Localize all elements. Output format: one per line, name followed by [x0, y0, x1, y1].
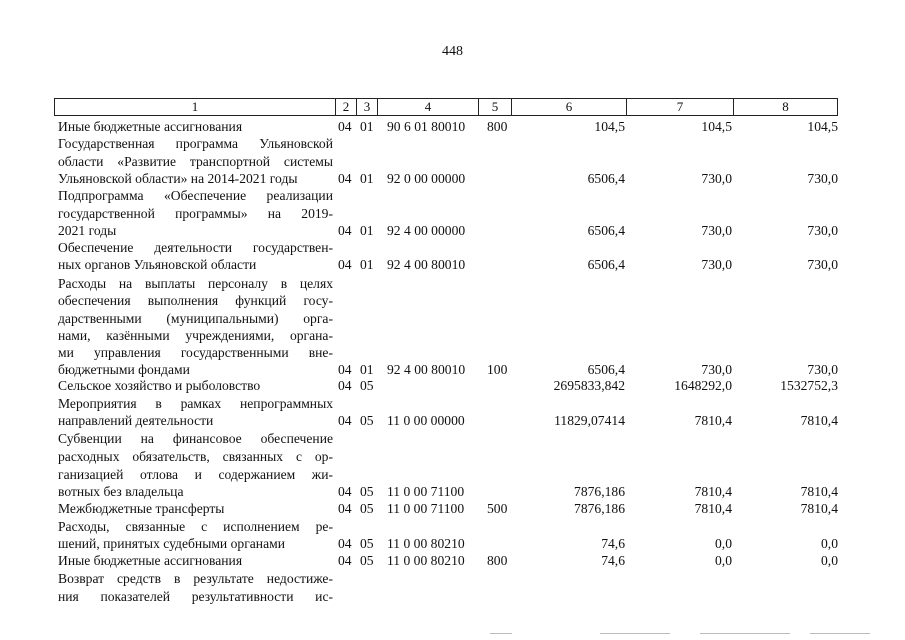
row-col-7: 7810,4: [694, 484, 732, 499]
row-col-3: 01: [360, 171, 374, 186]
page-number: 448: [442, 44, 463, 59]
table-row: [0, 310, 905, 327]
header-col-3: 3: [356, 98, 378, 116]
row-description: нами, казёнными учреждениями, органа-: [58, 328, 333, 343]
row-col-7: 7810,4: [694, 413, 732, 428]
row-description: бюджетными фондами: [58, 362, 190, 377]
row-description: Ульяновской области» на 2014-2021 годы: [58, 171, 298, 186]
table-row: [0, 483, 905, 500]
row-description: Подпрограмма «Обеспечение реализации: [58, 188, 333, 203]
table-row: [0, 275, 905, 292]
row-col-8: 104,5: [807, 119, 838, 134]
row-col-7: 730,0: [701, 257, 732, 272]
table-row: [0, 344, 905, 361]
row-col-8: 0,0: [821, 553, 838, 568]
table-row: [0, 430, 905, 447]
row-col-2: 04: [338, 536, 352, 551]
row-col-3: 01: [360, 362, 374, 377]
table-row: [0, 588, 905, 605]
row-col-6: 7876,186: [574, 501, 625, 516]
row-col-4: 11 0 00 80210: [387, 553, 465, 568]
row-description: ганизацией отлова и содержанием жи-: [58, 467, 333, 482]
row-description: Расходы на выплаты персоналу в целях: [58, 276, 333, 291]
row-description: Сельское хозяйство и рыболовство: [58, 378, 261, 393]
row-col-7: 104,5: [701, 119, 732, 134]
row-description: вотных без владельца: [58, 484, 184, 499]
row-col-2: 04: [338, 119, 352, 134]
table-row: [0, 518, 905, 535]
row-col-7: 730,0: [701, 171, 732, 186]
row-col-4: 90 6 01 80010: [387, 119, 466, 134]
table-row: [0, 153, 905, 170]
row-col-4: 11 0 00 71100: [387, 501, 465, 516]
table-row: [0, 205, 905, 222]
row-description: Иные бюджетные ассигнования: [58, 119, 243, 134]
scan-artifacts: [490, 633, 880, 635]
row-col-2: 04: [338, 553, 352, 568]
header-col-2: 2: [335, 98, 357, 116]
row-col-7: 1648292,0: [674, 378, 732, 393]
row-col-2: 04: [338, 413, 352, 428]
row-col-4: 92 4 00 00000: [387, 223, 466, 238]
row-col-2: 04: [338, 378, 352, 393]
table-row: [0, 570, 905, 587]
header-col-5: 5: [478, 98, 512, 116]
row-col-7: 730,0: [701, 223, 732, 238]
table-row: [0, 256, 905, 273]
row-col-8: 730,0: [807, 257, 838, 272]
table-row: [0, 292, 905, 309]
row-col-8: 7810,4: [800, 413, 838, 428]
table-row: [0, 552, 905, 569]
row-col-6: 6506,4: [587, 257, 625, 272]
table-row: [0, 222, 905, 239]
row-col-6: 74,6: [601, 553, 625, 568]
row-col-3: 05: [360, 484, 374, 499]
row-description: области «Развитие транспортной системы: [58, 154, 333, 169]
row-col-6: 104,5: [594, 119, 625, 134]
row-col-3: 05: [360, 501, 374, 516]
row-col-8: 7810,4: [800, 484, 838, 499]
row-col-4: 11 0 00 00000: [387, 413, 465, 428]
table-row: [0, 448, 905, 465]
header-col-6: 6: [511, 98, 627, 116]
row-description: расходных обязательств, связанных с ор-: [58, 449, 333, 464]
table-row: [0, 135, 905, 152]
row-description: ных органов Ульяновской области: [58, 257, 257, 272]
row-col-5: 100: [487, 362, 508, 377]
table-row: [0, 535, 905, 552]
header-col-4: 4: [377, 98, 479, 116]
table-row: [0, 377, 905, 394]
row-description: ния показателей результативности ис-: [58, 589, 333, 604]
row-description: Межбюджетные трансферты: [58, 501, 225, 516]
row-col-5: 800: [487, 119, 508, 134]
row-col-3: 01: [360, 119, 374, 134]
row-col-3: 05: [360, 536, 374, 551]
row-col-2: 04: [338, 484, 352, 499]
row-col-8: 1532752,3: [780, 378, 838, 393]
table-row: [0, 118, 905, 135]
row-description: Иные бюджетные ассигнования: [58, 553, 243, 568]
row-col-3: 01: [360, 223, 374, 238]
header-col-7: 7: [626, 98, 734, 116]
row-col-7: 0,0: [715, 553, 732, 568]
table-row: [0, 412, 905, 429]
row-description: Государственная программа Ульяновской: [58, 136, 333, 151]
table-row: [0, 239, 905, 256]
row-col-2: 04: [338, 257, 352, 272]
row-col-2: 04: [338, 501, 352, 516]
header-col-1: 1: [54, 98, 336, 116]
table-row: [0, 187, 905, 204]
row-description: направлений деятельности: [58, 413, 214, 428]
row-col-8: 730,0: [807, 171, 838, 186]
row-col-2: 04: [338, 362, 352, 377]
row-col-3: 01: [360, 257, 374, 272]
table-row: [0, 327, 905, 344]
row-col-7: 730,0: [701, 362, 732, 377]
row-col-5: 800: [487, 553, 508, 568]
row-description: Обеспечение деятельности государствен-: [58, 240, 333, 255]
table-row: [0, 361, 905, 378]
row-col-6: 7876,186: [574, 484, 625, 499]
row-col-8: 730,0: [807, 223, 838, 238]
row-description: обеспечения выполнения функций госу-: [58, 293, 333, 308]
row-col-4: 92 4 00 80010: [387, 257, 466, 272]
row-description: Мероприятия в рамках непрограммных: [58, 396, 333, 411]
row-description: Возврат средств в результате недостиже-: [58, 571, 333, 586]
row-col-8: 0,0: [821, 536, 838, 551]
row-col-6: 11829,07414: [554, 413, 625, 428]
row-col-8: 730,0: [807, 362, 838, 377]
row-col-5: 500: [487, 501, 508, 516]
table-row: [0, 466, 905, 483]
row-col-6: 2695833,842: [553, 378, 625, 393]
table-row: [0, 500, 905, 517]
row-description: дарственными (муниципальными) орга-: [58, 311, 333, 326]
row-col-7: 0,0: [715, 536, 732, 551]
table-row: [0, 395, 905, 412]
row-col-4: 92 0 00 00000: [387, 171, 466, 186]
row-col-4: 11 0 00 80210: [387, 536, 465, 551]
row-col-6: 6506,4: [587, 362, 625, 377]
row-col-6: 74,6: [601, 536, 625, 551]
row-col-2: 04: [338, 171, 352, 186]
row-description: государственной программы» на 2019-: [58, 206, 333, 221]
row-col-8: 7810,4: [800, 501, 838, 516]
row-col-3: 05: [360, 413, 374, 428]
row-col-7: 7810,4: [694, 501, 732, 516]
row-description: Расходы, связанные с исполнением ре-: [58, 519, 333, 534]
row-description: шений, принятых судебными органами: [58, 536, 285, 551]
row-col-3: 05: [360, 378, 374, 393]
row-col-2: 04: [338, 223, 352, 238]
row-col-3: 05: [360, 553, 374, 568]
header-col-8: 8: [733, 98, 838, 116]
table-row: [0, 170, 905, 187]
row-col-4: 92 4 00 80010: [387, 362, 466, 377]
row-description: 2021 годы: [58, 223, 117, 238]
row-col-4: 11 0 00 71100: [387, 484, 465, 499]
row-col-6: 6506,4: [587, 223, 625, 238]
row-col-6: 6506,4: [587, 171, 625, 186]
row-description: Субвенции на финансовое обеспечение: [58, 431, 333, 446]
row-description: ми управления государственными вне-: [58, 345, 333, 360]
